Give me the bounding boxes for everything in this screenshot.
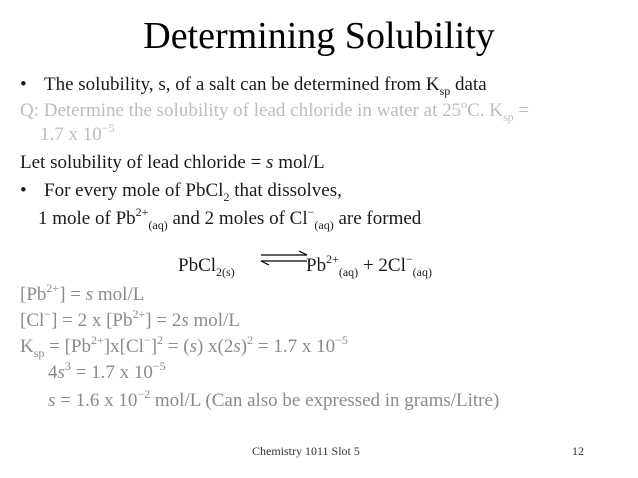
pb-state: (aq) bbox=[148, 218, 168, 232]
moles-text-3: are formed bbox=[333, 208, 422, 229]
moles-text-2: and 2 moles of Cl bbox=[167, 208, 308, 229]
calc-cl-sup2: 2+ bbox=[132, 307, 146, 321]
bullet1-text: The solubility, s, of a salt can be determined from K bbox=[44, 74, 440, 95]
calc-ksp-sup3: 2 bbox=[157, 333, 164, 347]
question-ksp-sub: sp bbox=[503, 110, 514, 124]
calc-result-b: mol/L (Can also be expressed in grams/Litre) bbox=[150, 390, 500, 411]
calc-ksp-f: ) x(2 bbox=[196, 336, 234, 357]
calc-ksp-s2: s bbox=[233, 336, 241, 357]
question-line-1 bbox=[20, 97, 530, 124]
calc-four-a: 4 bbox=[48, 362, 58, 383]
calc-pb-sup: 2+ bbox=[46, 281, 60, 295]
bullet2-tail: that dissolves, bbox=[229, 180, 342, 201]
equation-cl: + 2Cl bbox=[358, 255, 406, 276]
calc-pb-c: mol/L bbox=[93, 284, 145, 305]
calc-ksp-sup4: 2 bbox=[247, 333, 254, 347]
bullet-solubility-ksp bbox=[20, 74, 487, 96]
bullet1-sub: sp bbox=[439, 84, 451, 98]
equation-left bbox=[178, 255, 235, 277]
calc-ksp-h: = 1.7 x 10 bbox=[253, 336, 336, 357]
question-c: C. K bbox=[467, 100, 503, 121]
calc-ksp-e: = ( bbox=[163, 336, 190, 357]
calc-cl-b: ] = 2 x [Pb bbox=[51, 310, 133, 331]
equation-cl-state: (aq) bbox=[412, 265, 432, 279]
calc-result-sup: −2 bbox=[137, 387, 151, 401]
cl-state: (aq) bbox=[314, 218, 334, 232]
moles-text-1: 1 mole of Pb bbox=[38, 208, 136, 229]
footer-page-number: 12 bbox=[572, 444, 584, 458]
bullet-dot: • bbox=[20, 74, 27, 95]
calc-ksp-sup5: −5 bbox=[335, 333, 348, 347]
calc-pb-b: ] = bbox=[59, 284, 86, 305]
calc-pb-a: [Pb bbox=[20, 284, 47, 305]
equation-pb-charge: 2+ bbox=[326, 252, 339, 266]
calc-cl-s: s bbox=[181, 310, 189, 331]
calc-cl-c: ] = 2 bbox=[145, 310, 182, 331]
calc-ksp-sub: sp bbox=[33, 346, 45, 360]
bullet2-sub: 2 bbox=[223, 190, 230, 204]
let-unit: mol/L bbox=[273, 152, 325, 173]
calc-cl-d: mol/L bbox=[188, 310, 240, 331]
cl-charge: − bbox=[307, 205, 315, 219]
calc-ksp-d: ] bbox=[150, 336, 158, 357]
calc-result-s: s bbox=[48, 390, 56, 411]
footer-course: Chemistry 1011 Slot 5 bbox=[252, 444, 360, 458]
calc-ksp-line bbox=[20, 333, 348, 360]
equation-pb: Pb bbox=[306, 255, 327, 276]
equation-pbcl2-state: 2(s) bbox=[216, 265, 235, 279]
let-text: Let solubility of lead chloride = bbox=[20, 152, 267, 173]
calc-result-a: = 1.6 x 10 bbox=[55, 390, 138, 411]
slide-title: Determining Solubility bbox=[143, 15, 495, 57]
calc-cl-line bbox=[20, 307, 240, 332]
question-exponent: −5 bbox=[101, 121, 115, 135]
calc-cl-sup: − bbox=[44, 307, 52, 321]
calc-pb-s: s bbox=[85, 284, 94, 305]
equilibrium-arrow-icon bbox=[259, 250, 309, 266]
equation-pbcl2: PbCl bbox=[178, 255, 217, 276]
equation-cl-charge: − bbox=[405, 252, 413, 266]
bullet1-tail: data bbox=[450, 74, 487, 95]
calc-four-sup: 3 bbox=[64, 359, 71, 373]
let-s: s bbox=[266, 152, 274, 173]
calc-four-s: s bbox=[57, 362, 65, 383]
bullet2-text: For every mole of PbCl bbox=[44, 180, 224, 201]
equation-right bbox=[306, 252, 432, 279]
question-degree: o bbox=[461, 97, 468, 111]
question-value: 1.7 x 10 bbox=[40, 124, 102, 145]
question-text: Q: Determine the solubility of lead chloride in water at 25 bbox=[20, 100, 462, 121]
calc-ksp-s1: s bbox=[189, 336, 197, 357]
bullet-dot: • bbox=[20, 180, 27, 201]
calc-ksp-sup1: 2+ bbox=[91, 333, 104, 347]
calc-result-line bbox=[48, 387, 500, 412]
calc-four-sup2: −5 bbox=[152, 359, 166, 373]
moles-formed-line bbox=[38, 205, 422, 232]
calc-ksp-a: K bbox=[20, 336, 34, 357]
calc-four-line bbox=[48, 359, 166, 384]
calc-cl-a: [Cl bbox=[20, 310, 45, 331]
calc-ksp-c: ]x[Cl bbox=[103, 336, 144, 357]
equation-pb-state: (aq) bbox=[338, 265, 359, 279]
calc-ksp-sup2: − bbox=[143, 333, 151, 347]
calc-pb-line bbox=[20, 281, 145, 306]
pb-charge: 2+ bbox=[135, 205, 149, 219]
calc-ksp-g: ) bbox=[240, 336, 248, 357]
calc-ksp-b: = [Pb bbox=[44, 336, 92, 357]
question-line-2 bbox=[40, 121, 115, 146]
bullet-every-mole bbox=[20, 180, 342, 202]
let-solubility-line bbox=[20, 152, 325, 174]
calc-four-b: = 1.7 x 10 bbox=[70, 362, 153, 383]
question-eq: = bbox=[513, 100, 530, 121]
